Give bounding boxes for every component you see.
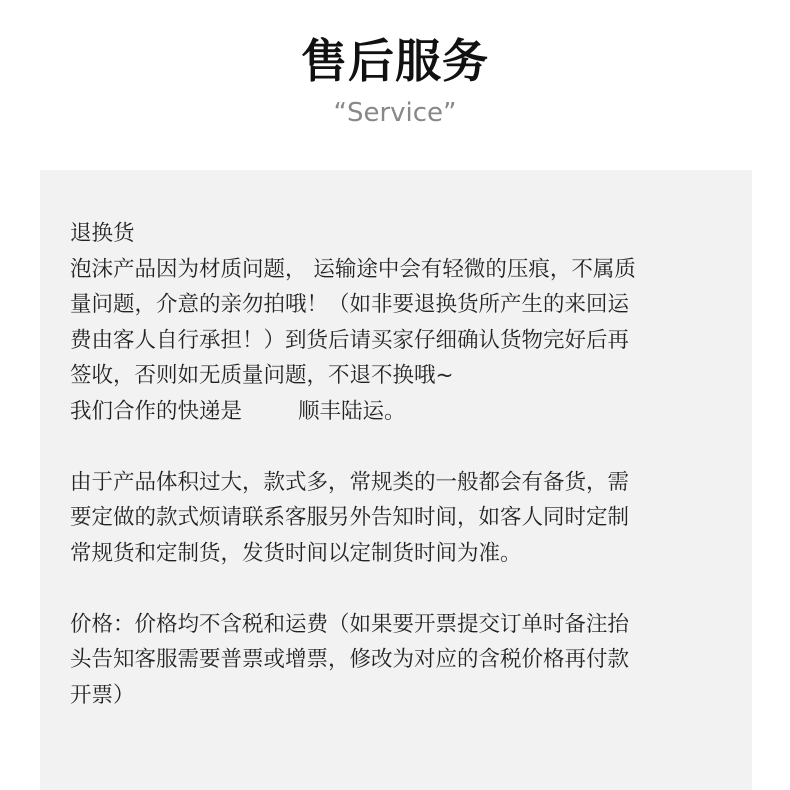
stock-line: 要定做的款式烦请联系客服另外告知时间，如客人同时定制 xyxy=(70,505,630,530)
policy-text xyxy=(70,216,710,713)
return-heading: 退换货 xyxy=(70,221,135,246)
page-subtitle: “Service” xyxy=(333,98,457,128)
express-value: 顺丰陆运。 xyxy=(298,398,406,424)
price-line: 头告知客服需要普票或增票，修改为对应的含税价格再付款 xyxy=(70,647,630,672)
return-line: 费由客人自行承担！）到货后请买家仔细确认货物完好后再 xyxy=(70,327,630,353)
stock-line: 由于产品体积过大，款式多，常规类的一般都会有备货，需 xyxy=(70,469,630,495)
express-label: 我们合作的快递是 xyxy=(70,398,243,424)
page-title: 售后服务 xyxy=(301,34,489,88)
return-line: 签收，否则如无质量问题，不退不换哦~ xyxy=(70,363,454,388)
paragraph-gap xyxy=(70,429,710,465)
price-line: 开票） xyxy=(70,682,135,708)
paragraph-gap xyxy=(70,571,710,607)
price-line: 价格：价格均不含税和运费（如果要开票提交订单时备注抬 xyxy=(70,611,630,637)
express-line xyxy=(70,394,710,430)
return-line: 泡沫产品因为材质问题， 运输途中会有轻微的压痕，不属质 xyxy=(70,256,636,282)
return-line: 量问题，介意的亲勿拍哦！（如非要退换货所产生的来回运 xyxy=(70,292,630,317)
content-panel xyxy=(40,170,752,790)
stock-line: 常规货和定制货，发货时间以定制货时间为准。 xyxy=(70,540,522,566)
